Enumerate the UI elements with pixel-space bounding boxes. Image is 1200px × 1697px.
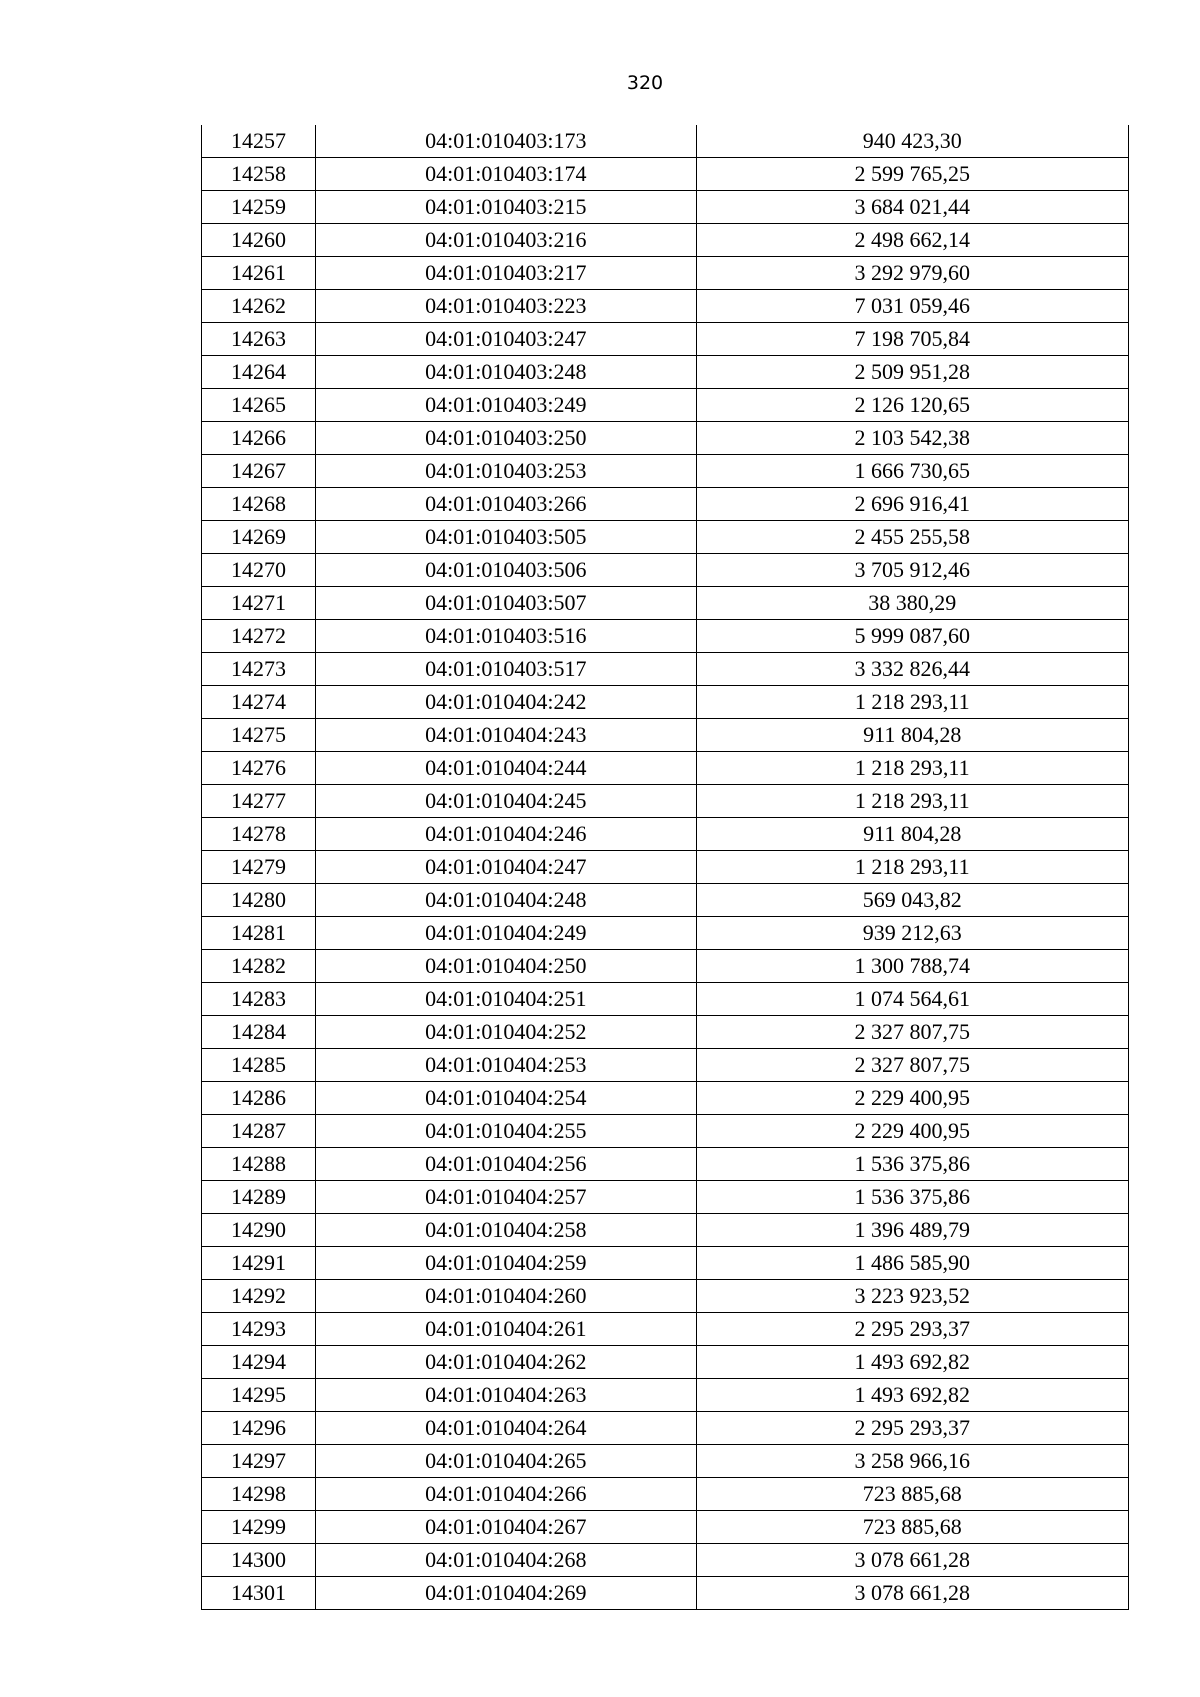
row-number-cell: 14272 <box>202 620 316 653</box>
cadastral-number-cell: 04:01:010404:255 <box>316 1115 696 1148</box>
table-row <box>202 1511 1129 1544</box>
cadastral-value-cell: 3 684 021,44 <box>696 191 1128 224</box>
row-number-cell: 14259 <box>202 191 316 224</box>
table-row <box>202 587 1129 620</box>
cadastral-number-cell: 04:01:010403:505 <box>316 521 696 554</box>
cadastral-value-cell: 569 043,82 <box>696 884 1128 917</box>
cadastral-number-cell: 04:01:010403:253 <box>316 455 696 488</box>
table-row <box>202 686 1129 719</box>
cadastral-value-cell: 2 126 120,65 <box>696 389 1128 422</box>
table-row <box>202 1478 1129 1511</box>
page-number: 320 <box>626 72 664 94</box>
cadastral-value-cell: 3 258 966,16 <box>696 1445 1128 1478</box>
cadastral-value-cell: 1 536 375,86 <box>696 1181 1128 1214</box>
table-row <box>202 917 1129 950</box>
table-row <box>202 125 1129 158</box>
cadastral-value-cell: 1 218 293,11 <box>696 752 1128 785</box>
cadastral-number-cell: 04:01:010403:266 <box>316 488 696 521</box>
cadastral-value-cell: 2 103 542,38 <box>696 422 1128 455</box>
table-row <box>202 1313 1129 1346</box>
cadastral-number-cell: 04:01:010404:244 <box>316 752 696 785</box>
cadastral-value-cell: 1 493 692,82 <box>696 1346 1128 1379</box>
row-number-cell: 14269 <box>202 521 316 554</box>
table-row <box>202 1247 1129 1280</box>
cadastral-value-cell: 2 229 400,95 <box>696 1082 1128 1115</box>
table-row <box>202 422 1129 455</box>
table-row <box>202 488 1129 521</box>
table-row <box>202 884 1129 917</box>
cadastral-number-cell: 04:01:010404:253 <box>316 1049 696 1082</box>
table-row <box>202 323 1129 356</box>
cadastral-value-cell: 1 218 293,11 <box>696 686 1128 719</box>
row-number-cell: 14257 <box>202 125 316 158</box>
table-row <box>202 356 1129 389</box>
row-number-cell: 14292 <box>202 1280 316 1313</box>
row-number-cell: 14286 <box>202 1082 316 1115</box>
cadastral-value-cell: 2 599 765,25 <box>696 158 1128 191</box>
cadastral-value-cell: 911 804,28 <box>696 719 1128 752</box>
cadastral-value-cell: 2 509 951,28 <box>696 356 1128 389</box>
cadastral-number-cell: 04:01:010404:250 <box>316 950 696 983</box>
cadastral-value-table <box>201 125 1129 1610</box>
row-number-cell: 14299 <box>202 1511 316 1544</box>
table-row <box>202 653 1129 686</box>
row-number-cell: 14282 <box>202 950 316 983</box>
row-number-cell: 14266 <box>202 422 316 455</box>
cadastral-value-cell: 2 295 293,37 <box>696 1313 1128 1346</box>
cadastral-value-cell: 1 218 293,11 <box>696 851 1128 884</box>
table-row <box>202 1016 1129 1049</box>
table-row <box>202 191 1129 224</box>
cadastral-value-cell: 723 885,68 <box>696 1478 1128 1511</box>
cadastral-number-cell: 04:01:010403:215 <box>316 191 696 224</box>
table-row <box>202 1115 1129 1148</box>
cadastral-number-cell: 04:01:010404:257 <box>316 1181 696 1214</box>
cadastral-value-cell: 3 292 979,60 <box>696 257 1128 290</box>
cadastral-value-cell: 7 198 705,84 <box>696 323 1128 356</box>
cadastral-number-cell: 04:01:010404:247 <box>316 851 696 884</box>
table-row <box>202 983 1129 1016</box>
cadastral-value-cell: 1 536 375,86 <box>696 1148 1128 1181</box>
cadastral-number-cell: 04:01:010404:249 <box>316 917 696 950</box>
cadastral-value-cell: 2 696 916,41 <box>696 488 1128 521</box>
cadastral-number-cell: 04:01:010404:265 <box>316 1445 696 1478</box>
cadastral-number-cell: 04:01:010403:250 <box>316 422 696 455</box>
cadastral-number-cell: 04:01:010403:507 <box>316 587 696 620</box>
row-number-cell: 14298 <box>202 1478 316 1511</box>
row-number-cell: 14258 <box>202 158 316 191</box>
cadastral-value-cell: 7 031 059,46 <box>696 290 1128 323</box>
row-number-cell: 14288 <box>202 1148 316 1181</box>
row-number-cell: 14260 <box>202 224 316 257</box>
cadastral-number-cell: 04:01:010404:252 <box>316 1016 696 1049</box>
cadastral-number-cell: 04:01:010404:251 <box>316 983 696 1016</box>
cadastral-value-cell: 3 705 912,46 <box>696 554 1128 587</box>
cadastral-number-cell: 04:01:010403:217 <box>316 257 696 290</box>
table-row <box>202 1181 1129 1214</box>
cadastral-value-cell: 2 498 662,14 <box>696 224 1128 257</box>
table-row <box>202 1148 1129 1181</box>
row-number-cell: 14271 <box>202 587 316 620</box>
cadastral-number-cell: 04:01:010404:258 <box>316 1214 696 1247</box>
table-row <box>202 290 1129 323</box>
cadastral-number-cell: 04:01:010404:269 <box>316 1577 696 1610</box>
cadastral-number-cell: 04:01:010404:245 <box>316 785 696 818</box>
table-row <box>202 1049 1129 1082</box>
row-number-cell: 14285 <box>202 1049 316 1082</box>
cadastral-number-cell: 04:01:010404:268 <box>316 1544 696 1577</box>
table-row <box>202 389 1129 422</box>
cadastral-value-cell: 1 074 564,61 <box>696 983 1128 1016</box>
row-number-cell: 14262 <box>202 290 316 323</box>
row-number-cell: 14275 <box>202 719 316 752</box>
row-number-cell: 14289 <box>202 1181 316 1214</box>
cadastral-value-cell: 3 332 826,44 <box>696 653 1128 686</box>
table-row <box>202 1082 1129 1115</box>
cadastral-number-cell: 04:01:010403:247 <box>316 323 696 356</box>
table-row <box>202 1445 1129 1478</box>
row-number-cell: 14294 <box>202 1346 316 1379</box>
cadastral-value-cell: 1 218 293,11 <box>696 785 1128 818</box>
row-number-cell: 14280 <box>202 884 316 917</box>
cadastral-number-cell: 04:01:010404:259 <box>316 1247 696 1280</box>
cadastral-number-cell: 04:01:010404:264 <box>316 1412 696 1445</box>
cadastral-number-cell: 04:01:010404:254 <box>316 1082 696 1115</box>
cadastral-number-cell: 04:01:010404:243 <box>316 719 696 752</box>
cadastral-value-cell: 3 078 661,28 <box>696 1577 1128 1610</box>
cadastral-value-cell: 1 486 585,90 <box>696 1247 1128 1280</box>
cadastral-value-cell: 939 212,63 <box>696 917 1128 950</box>
cadastral-number-cell: 04:01:010404:242 <box>316 686 696 719</box>
row-number-cell: 14263 <box>202 323 316 356</box>
row-number-cell: 14268 <box>202 488 316 521</box>
row-number-cell: 14281 <box>202 917 316 950</box>
cadastral-number-cell: 04:01:010404:256 <box>316 1148 696 1181</box>
cadastral-value-cell: 1 666 730,65 <box>696 455 1128 488</box>
cadastral-number-cell: 04:01:010404:261 <box>316 1313 696 1346</box>
cadastral-value-cell: 2 327 807,75 <box>696 1016 1128 1049</box>
table-row <box>202 818 1129 851</box>
table-row <box>202 1412 1129 1445</box>
table-row <box>202 257 1129 290</box>
cadastral-number-cell: 04:01:010404:248 <box>316 884 696 917</box>
table-row <box>202 1379 1129 1412</box>
cadastral-value-cell: 3 078 661,28 <box>696 1544 1128 1577</box>
cadastral-number-cell: 04:01:010403:249 <box>316 389 696 422</box>
table-row <box>202 455 1129 488</box>
row-number-cell: 14300 <box>202 1544 316 1577</box>
row-number-cell: 14264 <box>202 356 316 389</box>
table-row <box>202 224 1129 257</box>
cadastral-number-cell: 04:01:010403:516 <box>316 620 696 653</box>
cadastral-number-cell: 04:01:010403:174 <box>316 158 696 191</box>
cadastral-number-cell: 04:01:010403:248 <box>316 356 696 389</box>
row-number-cell: 14290 <box>202 1214 316 1247</box>
table-row <box>202 1577 1129 1610</box>
cadastral-number-cell: 04:01:010403:216 <box>316 224 696 257</box>
row-number-cell: 14278 <box>202 818 316 851</box>
row-number-cell: 14270 <box>202 554 316 587</box>
table-row <box>202 851 1129 884</box>
row-number-cell: 14296 <box>202 1412 316 1445</box>
row-number-cell: 14295 <box>202 1379 316 1412</box>
row-number-cell: 14287 <box>202 1115 316 1148</box>
table-row <box>202 554 1129 587</box>
row-number-cell: 14273 <box>202 653 316 686</box>
table-row <box>202 950 1129 983</box>
row-number-cell: 14274 <box>202 686 316 719</box>
table-row <box>202 620 1129 653</box>
row-number-cell: 14291 <box>202 1247 316 1280</box>
row-number-cell: 14301 <box>202 1577 316 1610</box>
table-row <box>202 1214 1129 1247</box>
cadastral-number-cell: 04:01:010403:506 <box>316 554 696 587</box>
cadastral-value-cell: 2 295 293,37 <box>696 1412 1128 1445</box>
table-row <box>202 785 1129 818</box>
table-row <box>202 521 1129 554</box>
cadastral-value-cell: 723 885,68 <box>696 1511 1128 1544</box>
cadastral-number-cell: 04:01:010404:267 <box>316 1511 696 1544</box>
cadastral-number-cell: 04:01:010404:262 <box>316 1346 696 1379</box>
table-row <box>202 158 1129 191</box>
cadastral-number-cell: 04:01:010404:260 <box>316 1280 696 1313</box>
cadastral-value-cell: 1 396 489,79 <box>696 1214 1128 1247</box>
row-number-cell: 14283 <box>202 983 316 1016</box>
row-number-cell: 14267 <box>202 455 316 488</box>
cadastral-value-cell: 940 423,30 <box>696 125 1128 158</box>
cadastral-number-cell: 04:01:010403:517 <box>316 653 696 686</box>
row-number-cell: 14276 <box>202 752 316 785</box>
cadastral-value-cell: 2 455 255,58 <box>696 521 1128 554</box>
cadastral-value-cell: 38 380,29 <box>696 587 1128 620</box>
cadastral-value-cell: 5 999 087,60 <box>696 620 1128 653</box>
cadastral-value-cell: 2 327 807,75 <box>696 1049 1128 1082</box>
table-row <box>202 1346 1129 1379</box>
cadastral-number-cell: 04:01:010403:223 <box>316 290 696 323</box>
table-row <box>202 719 1129 752</box>
table-row <box>202 1280 1129 1313</box>
table-body <box>202 125 1129 1610</box>
row-number-cell: 14284 <box>202 1016 316 1049</box>
row-number-cell: 14279 <box>202 851 316 884</box>
cadastral-value-cell: 2 229 400,95 <box>696 1115 1128 1148</box>
cadastral-number-cell: 04:01:010403:173 <box>316 125 696 158</box>
cadastral-value-cell: 911 804,28 <box>696 818 1128 851</box>
table-row <box>202 752 1129 785</box>
row-number-cell: 14261 <box>202 257 316 290</box>
cadastral-value-cell: 1 300 788,74 <box>696 950 1128 983</box>
row-number-cell: 14297 <box>202 1445 316 1478</box>
row-number-cell: 14293 <box>202 1313 316 1346</box>
cadastral-value-cell: 3 223 923,52 <box>696 1280 1128 1313</box>
row-number-cell: 14265 <box>202 389 316 422</box>
cadastral-number-cell: 04:01:010404:246 <box>316 818 696 851</box>
cadastral-number-cell: 04:01:010404:266 <box>316 1478 696 1511</box>
cadastral-number-cell: 04:01:010404:263 <box>316 1379 696 1412</box>
table-row <box>202 1544 1129 1577</box>
row-number-cell: 14277 <box>202 785 316 818</box>
cadastral-value-cell: 1 493 692,82 <box>696 1379 1128 1412</box>
